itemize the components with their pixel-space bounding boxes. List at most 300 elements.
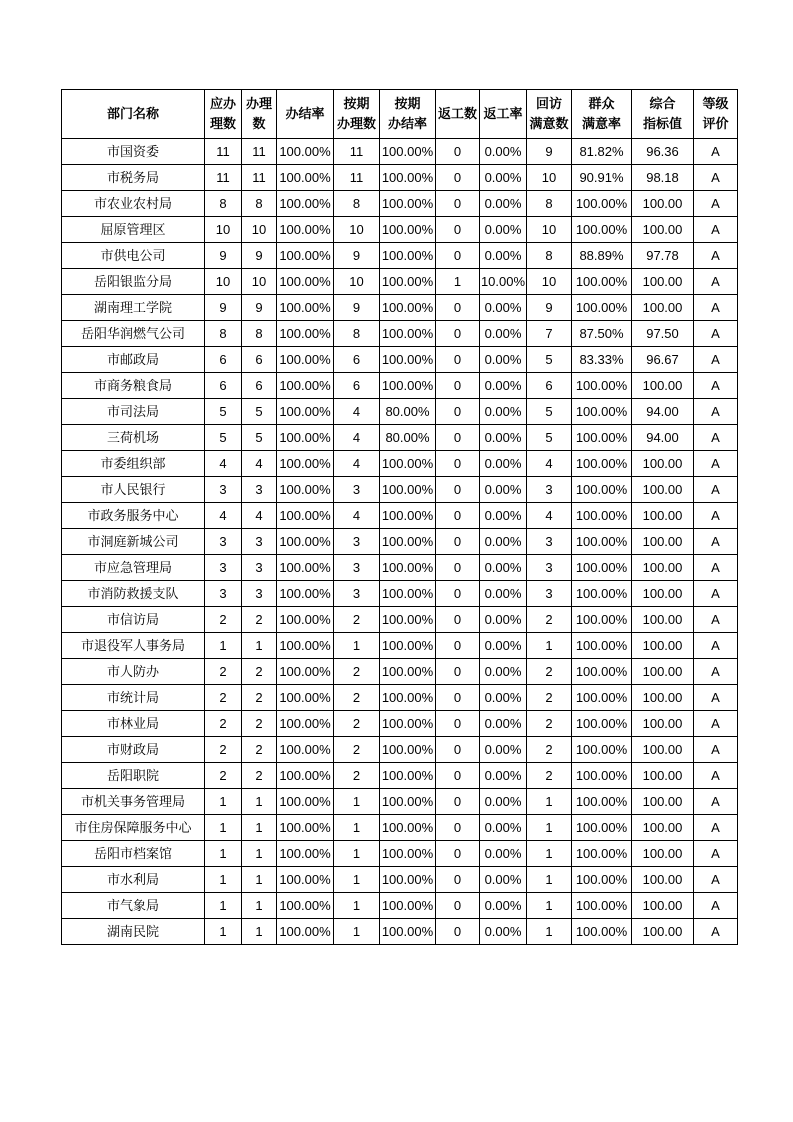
cell-ontime-handled-count: 2 xyxy=(334,607,380,633)
cell-composite-index: 100.00 xyxy=(632,867,694,893)
cell-rework-count: 0 xyxy=(436,711,480,737)
cell-rework-rate: 0.00% xyxy=(480,477,527,503)
cell-composite-index: 100.00 xyxy=(632,633,694,659)
cell-dept-name: 市消防救援支队 xyxy=(62,581,205,607)
cell-rework-count: 0 xyxy=(436,165,480,191)
cell-rework-rate: 0.00% xyxy=(480,217,527,243)
cell-due-count: 2 xyxy=(205,711,242,737)
cell-due-count: 3 xyxy=(205,555,242,581)
cell-rework-count: 0 xyxy=(436,685,480,711)
cell-ontime-completion-rate: 100.00% xyxy=(380,529,436,555)
cell-ontime-completion-rate: 100.00% xyxy=(380,347,436,373)
cell-completion-rate: 100.00% xyxy=(277,451,334,477)
cell-completion-rate: 100.00% xyxy=(277,685,334,711)
cell-rework-count: 0 xyxy=(436,919,480,945)
table-row xyxy=(62,477,738,503)
cell-rework-rate: 0.00% xyxy=(480,191,527,217)
cell-ontime-handled-count: 4 xyxy=(334,451,380,477)
cell-public-satisfaction-rate: 100.00% xyxy=(572,295,632,321)
cell-ontime-completion-rate: 100.00% xyxy=(380,607,436,633)
cell-due-count: 4 xyxy=(205,503,242,529)
header-row xyxy=(62,90,738,139)
cell-grade-rating: A xyxy=(694,633,738,659)
cell-due-count: 1 xyxy=(205,789,242,815)
cell-ontime-completion-rate: 100.00% xyxy=(380,659,436,685)
cell-ontime-handled-count: 6 xyxy=(334,373,380,399)
cell-public-satisfaction-rate: 100.00% xyxy=(572,191,632,217)
cell-handled-count: 1 xyxy=(242,867,277,893)
cell-completion-rate: 100.00% xyxy=(277,477,334,503)
cell-dept-name: 市应急管理局 xyxy=(62,555,205,581)
cell-due-count: 11 xyxy=(205,139,242,165)
cell-grade-rating: A xyxy=(694,451,738,477)
cell-dept-name: 湖南民院 xyxy=(62,919,205,945)
cell-ontime-completion-rate: 100.00% xyxy=(380,165,436,191)
cell-public-satisfaction-rate: 100.00% xyxy=(572,685,632,711)
cell-composite-index: 94.00 xyxy=(632,399,694,425)
cell-due-count: 1 xyxy=(205,841,242,867)
column-header-rework-count: 返工数 xyxy=(436,90,480,139)
cell-rework-count: 0 xyxy=(436,477,480,503)
table-row xyxy=(62,191,738,217)
cell-dept-name: 市退役军人事务局 xyxy=(62,633,205,659)
cell-ontime-handled-count: 2 xyxy=(334,685,380,711)
cell-rework-rate: 0.00% xyxy=(480,295,527,321)
cell-composite-index: 100.00 xyxy=(632,815,694,841)
cell-rework-count: 0 xyxy=(436,191,480,217)
cell-completion-rate: 100.00% xyxy=(277,815,334,841)
cell-handled-count: 1 xyxy=(242,893,277,919)
cell-due-count: 2 xyxy=(205,737,242,763)
cell-revisit-satisfied-count: 2 xyxy=(527,763,572,789)
cell-ontime-handled-count: 9 xyxy=(334,295,380,321)
cell-ontime-completion-rate: 100.00% xyxy=(380,841,436,867)
cell-composite-index: 100.00 xyxy=(632,763,694,789)
cell-ontime-completion-rate: 100.00% xyxy=(380,373,436,399)
cell-composite-index: 96.36 xyxy=(632,139,694,165)
cell-revisit-satisfied-count: 2 xyxy=(527,737,572,763)
cell-ontime-completion-rate: 100.00% xyxy=(380,269,436,295)
cell-public-satisfaction-rate: 100.00% xyxy=(572,919,632,945)
cell-rework-rate: 0.00% xyxy=(480,555,527,581)
cell-rework-count: 0 xyxy=(436,659,480,685)
cell-grade-rating: A xyxy=(694,529,738,555)
cell-rework-rate: 0.00% xyxy=(480,347,527,373)
cell-rework-count: 0 xyxy=(436,633,480,659)
cell-due-count: 11 xyxy=(205,165,242,191)
cell-dept-name: 市商务粮食局 xyxy=(62,373,205,399)
cell-rework-count: 0 xyxy=(436,373,480,399)
cell-rework-rate: 0.00% xyxy=(480,659,527,685)
cell-dept-name: 市人防办 xyxy=(62,659,205,685)
cell-handled-count: 8 xyxy=(242,321,277,347)
cell-due-count: 5 xyxy=(205,399,242,425)
cell-rework-rate: 0.00% xyxy=(480,581,527,607)
cell-ontime-handled-count: 1 xyxy=(334,893,380,919)
table-row xyxy=(62,425,738,451)
cell-grade-rating: A xyxy=(694,399,738,425)
cell-ontime-completion-rate: 80.00% xyxy=(380,399,436,425)
cell-rework-count: 0 xyxy=(436,139,480,165)
table-row xyxy=(62,139,738,165)
cell-handled-count: 11 xyxy=(242,139,277,165)
table-header xyxy=(62,90,738,139)
cell-public-satisfaction-rate: 100.00% xyxy=(572,841,632,867)
cell-handled-count: 9 xyxy=(242,243,277,269)
cell-dept-name: 市信访局 xyxy=(62,607,205,633)
cell-ontime-completion-rate: 80.00% xyxy=(380,425,436,451)
table-row xyxy=(62,737,738,763)
cell-grade-rating: A xyxy=(694,555,738,581)
table-row xyxy=(62,841,738,867)
cell-due-count: 2 xyxy=(205,607,242,633)
column-header-due-count: 应办 理数 xyxy=(205,90,242,139)
cell-public-satisfaction-rate: 100.00% xyxy=(572,815,632,841)
cell-rework-rate: 0.00% xyxy=(480,919,527,945)
cell-grade-rating: A xyxy=(694,789,738,815)
table-row xyxy=(62,893,738,919)
cell-composite-index: 100.00 xyxy=(632,477,694,503)
cell-dept-name: 市政务服务中心 xyxy=(62,503,205,529)
cell-grade-rating: A xyxy=(694,867,738,893)
cell-ontime-handled-count: 4 xyxy=(334,425,380,451)
cell-completion-rate: 100.00% xyxy=(277,737,334,763)
table-row xyxy=(62,347,738,373)
cell-rework-rate: 0.00% xyxy=(480,451,527,477)
cell-handled-count: 1 xyxy=(242,841,277,867)
cell-due-count: 2 xyxy=(205,763,242,789)
cell-public-satisfaction-rate: 100.00% xyxy=(572,581,632,607)
cell-handled-count: 3 xyxy=(242,555,277,581)
cell-handled-count: 1 xyxy=(242,633,277,659)
cell-completion-rate: 100.00% xyxy=(277,347,334,373)
table-row xyxy=(62,269,738,295)
cell-due-count: 3 xyxy=(205,477,242,503)
cell-composite-index: 100.00 xyxy=(632,919,694,945)
cell-rework-rate: 0.00% xyxy=(480,737,527,763)
cell-ontime-handled-count: 2 xyxy=(334,711,380,737)
cell-rework-rate: 0.00% xyxy=(480,815,527,841)
cell-handled-count: 2 xyxy=(242,607,277,633)
cell-public-satisfaction-rate: 100.00% xyxy=(572,555,632,581)
cell-composite-index: 100.00 xyxy=(632,685,694,711)
cell-public-satisfaction-rate: 100.00% xyxy=(572,425,632,451)
cell-dept-name: 市住房保障服务中心 xyxy=(62,815,205,841)
cell-grade-rating: A xyxy=(694,685,738,711)
table-row xyxy=(62,633,738,659)
cell-completion-rate: 100.00% xyxy=(277,503,334,529)
cell-rework-count: 0 xyxy=(436,841,480,867)
cell-handled-count: 4 xyxy=(242,451,277,477)
table-row xyxy=(62,529,738,555)
cell-ontime-completion-rate: 100.00% xyxy=(380,867,436,893)
cell-grade-rating: A xyxy=(694,841,738,867)
table-row xyxy=(62,555,738,581)
cell-dept-name: 湖南理工学院 xyxy=(62,295,205,321)
cell-public-satisfaction-rate: 100.00% xyxy=(572,607,632,633)
cell-revisit-satisfied-count: 8 xyxy=(527,191,572,217)
cell-public-satisfaction-rate: 100.00% xyxy=(572,373,632,399)
cell-ontime-completion-rate: 100.00% xyxy=(380,295,436,321)
cell-public-satisfaction-rate: 100.00% xyxy=(572,659,632,685)
cell-ontime-handled-count: 1 xyxy=(334,867,380,893)
cell-grade-rating: A xyxy=(694,815,738,841)
cell-rework-rate: 0.00% xyxy=(480,711,527,737)
cell-rework-count: 0 xyxy=(436,347,480,373)
cell-rework-rate: 0.00% xyxy=(480,867,527,893)
cell-rework-rate: 0.00% xyxy=(480,685,527,711)
cell-composite-index: 98.18 xyxy=(632,165,694,191)
cell-dept-name: 市气象局 xyxy=(62,893,205,919)
cell-due-count: 5 xyxy=(205,425,242,451)
cell-dept-name: 岳阳银监分局 xyxy=(62,269,205,295)
cell-ontime-completion-rate: 100.00% xyxy=(380,893,436,919)
cell-grade-rating: A xyxy=(694,347,738,373)
cell-rework-count: 0 xyxy=(436,581,480,607)
cell-revisit-satisfied-count: 4 xyxy=(527,451,572,477)
cell-ontime-handled-count: 8 xyxy=(334,321,380,347)
column-header-public-satisfaction-rate: 群众 满意率 xyxy=(572,90,632,139)
cell-ontime-handled-count: 2 xyxy=(334,659,380,685)
cell-revisit-satisfied-count: 5 xyxy=(527,399,572,425)
cell-public-satisfaction-rate: 100.00% xyxy=(572,399,632,425)
cell-ontime-handled-count: 3 xyxy=(334,555,380,581)
cell-completion-rate: 100.00% xyxy=(277,841,334,867)
cell-ontime-completion-rate: 100.00% xyxy=(380,789,436,815)
cell-grade-rating: A xyxy=(694,607,738,633)
cell-public-satisfaction-rate: 100.00% xyxy=(572,503,632,529)
cell-composite-index: 96.67 xyxy=(632,347,694,373)
cell-revisit-satisfied-count: 2 xyxy=(527,659,572,685)
cell-grade-rating: A xyxy=(694,893,738,919)
cell-completion-rate: 100.00% xyxy=(277,191,334,217)
table-row xyxy=(62,451,738,477)
cell-revisit-satisfied-count: 2 xyxy=(527,711,572,737)
cell-composite-index: 94.00 xyxy=(632,425,694,451)
cell-ontime-completion-rate: 100.00% xyxy=(380,685,436,711)
cell-revisit-satisfied-count: 3 xyxy=(527,529,572,555)
cell-handled-count: 8 xyxy=(242,191,277,217)
column-header-rework-rate: 返工率 xyxy=(480,90,527,139)
cell-ontime-handled-count: 3 xyxy=(334,477,380,503)
cell-rework-count: 0 xyxy=(436,425,480,451)
cell-rework-rate: 0.00% xyxy=(480,503,527,529)
cell-completion-rate: 100.00% xyxy=(277,139,334,165)
cell-handled-count: 1 xyxy=(242,919,277,945)
cell-completion-rate: 100.00% xyxy=(277,581,334,607)
cell-completion-rate: 100.00% xyxy=(277,919,334,945)
cell-ontime-completion-rate: 100.00% xyxy=(380,581,436,607)
table-row xyxy=(62,763,738,789)
cell-grade-rating: A xyxy=(694,191,738,217)
cell-completion-rate: 100.00% xyxy=(277,529,334,555)
column-header-grade-rating: 等级 评价 xyxy=(694,90,738,139)
cell-dept-name: 岳阳华润燃气公司 xyxy=(62,321,205,347)
table-row xyxy=(62,581,738,607)
cell-dept-name: 市财政局 xyxy=(62,737,205,763)
cell-revisit-satisfied-count: 10 xyxy=(527,269,572,295)
cell-dept-name: 市机关事务管理局 xyxy=(62,789,205,815)
column-header-handled-count: 办理 数 xyxy=(242,90,277,139)
cell-ontime-completion-rate: 100.00% xyxy=(380,451,436,477)
cell-grade-rating: A xyxy=(694,295,738,321)
table-row xyxy=(62,373,738,399)
cell-revisit-satisfied-count: 10 xyxy=(527,217,572,243)
cell-rework-count: 0 xyxy=(436,555,480,581)
cell-revisit-satisfied-count: 2 xyxy=(527,607,572,633)
cell-due-count: 8 xyxy=(205,321,242,347)
cell-ontime-handled-count: 10 xyxy=(334,269,380,295)
column-header-dept-name: 部门名称 xyxy=(62,90,205,139)
cell-rework-rate: 0.00% xyxy=(480,789,527,815)
cell-handled-count: 2 xyxy=(242,685,277,711)
cell-composite-index: 100.00 xyxy=(632,893,694,919)
cell-completion-rate: 100.00% xyxy=(277,295,334,321)
cell-revisit-satisfied-count: 1 xyxy=(527,893,572,919)
column-header-ontime-completion-rate: 按期 办结率 xyxy=(380,90,436,139)
cell-grade-rating: A xyxy=(694,269,738,295)
cell-handled-count: 9 xyxy=(242,295,277,321)
cell-composite-index: 100.00 xyxy=(632,841,694,867)
cell-handled-count: 6 xyxy=(242,347,277,373)
cell-completion-rate: 100.00% xyxy=(277,165,334,191)
cell-public-satisfaction-rate: 100.00% xyxy=(572,893,632,919)
cell-rework-count: 0 xyxy=(436,243,480,269)
column-header-composite-index: 综合 指标值 xyxy=(632,90,694,139)
cell-public-satisfaction-rate: 100.00% xyxy=(572,269,632,295)
cell-completion-rate: 100.00% xyxy=(277,763,334,789)
cell-rework-rate: 0.00% xyxy=(480,139,527,165)
cell-rework-count: 0 xyxy=(436,893,480,919)
cell-dept-name: 市洞庭新城公司 xyxy=(62,529,205,555)
cell-grade-rating: A xyxy=(694,737,738,763)
cell-composite-index: 97.78 xyxy=(632,243,694,269)
cell-handled-count: 11 xyxy=(242,165,277,191)
cell-due-count: 1 xyxy=(205,633,242,659)
cell-revisit-satisfied-count: 6 xyxy=(527,373,572,399)
cell-rework-count: 0 xyxy=(436,503,480,529)
cell-ontime-handled-count: 1 xyxy=(334,789,380,815)
cell-completion-rate: 100.00% xyxy=(277,321,334,347)
cell-dept-name: 市委组织部 xyxy=(62,451,205,477)
cell-rework-rate: 0.00% xyxy=(480,399,527,425)
cell-ontime-handled-count: 11 xyxy=(334,139,380,165)
cell-due-count: 1 xyxy=(205,893,242,919)
cell-grade-rating: A xyxy=(694,165,738,191)
cell-grade-rating: A xyxy=(694,581,738,607)
cell-rework-rate: 0.00% xyxy=(480,321,527,347)
cell-ontime-completion-rate: 100.00% xyxy=(380,737,436,763)
cell-completion-rate: 100.00% xyxy=(277,555,334,581)
table-row xyxy=(62,399,738,425)
cell-completion-rate: 100.00% xyxy=(277,789,334,815)
cell-rework-rate: 0.00% xyxy=(480,841,527,867)
cell-completion-rate: 100.00% xyxy=(277,373,334,399)
cell-ontime-completion-rate: 100.00% xyxy=(380,477,436,503)
cell-ontime-handled-count: 1 xyxy=(334,633,380,659)
cell-ontime-handled-count: 4 xyxy=(334,399,380,425)
cell-ontime-completion-rate: 100.00% xyxy=(380,139,436,165)
cell-revisit-satisfied-count: 5 xyxy=(527,425,572,451)
cell-composite-index: 100.00 xyxy=(632,529,694,555)
cell-composite-index: 100.00 xyxy=(632,607,694,633)
cell-ontime-completion-rate: 100.00% xyxy=(380,633,436,659)
cell-rework-count: 0 xyxy=(436,295,480,321)
cell-ontime-handled-count: 8 xyxy=(334,191,380,217)
cell-completion-rate: 100.00% xyxy=(277,711,334,737)
cell-rework-rate: 10.00% xyxy=(480,269,527,295)
cell-handled-count: 5 xyxy=(242,399,277,425)
cell-composite-index: 97.50 xyxy=(632,321,694,347)
cell-rework-count: 0 xyxy=(436,529,480,555)
cell-grade-rating: A xyxy=(694,139,738,165)
cell-grade-rating: A xyxy=(694,477,738,503)
cell-handled-count: 2 xyxy=(242,763,277,789)
cell-composite-index: 100.00 xyxy=(632,217,694,243)
cell-rework-rate: 0.00% xyxy=(480,425,527,451)
cell-public-satisfaction-rate: 100.00% xyxy=(572,763,632,789)
cell-ontime-completion-rate: 100.00% xyxy=(380,763,436,789)
cell-handled-count: 4 xyxy=(242,503,277,529)
cell-handled-count: 10 xyxy=(242,217,277,243)
cell-due-count: 9 xyxy=(205,295,242,321)
cell-due-count: 3 xyxy=(205,581,242,607)
cell-completion-rate: 100.00% xyxy=(277,269,334,295)
table-row xyxy=(62,685,738,711)
cell-dept-name: 市国资委 xyxy=(62,139,205,165)
cell-revisit-satisfied-count: 9 xyxy=(527,295,572,321)
cell-revisit-satisfied-count: 3 xyxy=(527,477,572,503)
table-row xyxy=(62,867,738,893)
cell-dept-name: 屈原管理区 xyxy=(62,217,205,243)
cell-due-count: 4 xyxy=(205,451,242,477)
cell-composite-index: 100.00 xyxy=(632,789,694,815)
cell-grade-rating: A xyxy=(694,217,738,243)
cell-dept-name: 岳阳职院 xyxy=(62,763,205,789)
cell-ontime-handled-count: 2 xyxy=(334,763,380,789)
table-row xyxy=(62,659,738,685)
cell-ontime-completion-rate: 100.00% xyxy=(380,555,436,581)
table-row xyxy=(62,503,738,529)
table-row xyxy=(62,607,738,633)
performance-table xyxy=(61,89,738,945)
cell-revisit-satisfied-count: 4 xyxy=(527,503,572,529)
cell-grade-rating: A xyxy=(694,425,738,451)
cell-completion-rate: 100.00% xyxy=(277,659,334,685)
cell-ontime-completion-rate: 100.00% xyxy=(380,243,436,269)
cell-revisit-satisfied-count: 7 xyxy=(527,321,572,347)
cell-public-satisfaction-rate: 100.00% xyxy=(572,711,632,737)
cell-handled-count: 1 xyxy=(242,789,277,815)
cell-grade-rating: A xyxy=(694,503,738,529)
cell-dept-name: 市司法局 xyxy=(62,399,205,425)
cell-completion-rate: 100.00% xyxy=(277,633,334,659)
cell-public-satisfaction-rate: 100.00% xyxy=(572,633,632,659)
cell-rework-rate: 0.00% xyxy=(480,243,527,269)
column-header-ontime-handled-count: 按期 办理数 xyxy=(334,90,380,139)
cell-completion-rate: 100.00% xyxy=(277,399,334,425)
cell-handled-count: 3 xyxy=(242,581,277,607)
cell-due-count: 2 xyxy=(205,685,242,711)
cell-public-satisfaction-rate: 100.00% xyxy=(572,789,632,815)
cell-rework-count: 0 xyxy=(436,815,480,841)
cell-ontime-completion-rate: 100.00% xyxy=(380,815,436,841)
cell-rework-count: 0 xyxy=(436,867,480,893)
cell-revisit-satisfied-count: 10 xyxy=(527,165,572,191)
cell-revisit-satisfied-count: 3 xyxy=(527,581,572,607)
cell-dept-name: 市税务局 xyxy=(62,165,205,191)
cell-dept-name: 市邮政局 xyxy=(62,347,205,373)
